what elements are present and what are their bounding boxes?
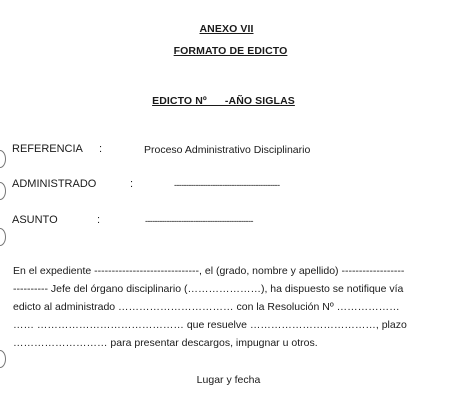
field-label-asunto: ASUNTO: [12, 214, 58, 226]
body-line: edicto al administrado …………………………… con la Resolución Nº ………………: [13, 301, 400, 313]
format-title: FORMATO DE EDICTO: [173, 45, 288, 57]
place-and-date: Lugar y fecha: [196, 374, 261, 386]
body-line: En el expediente ------------------------------, el (grado, nombre y apellido) ------------------: [13, 265, 405, 277]
field-colon-asunto: :: [97, 214, 101, 226]
annex-title: ANEXO VII: [199, 23, 254, 35]
binding-mark-lower: [0, 228, 6, 246]
field-colon-administrado: :: [130, 178, 134, 190]
binding-mark-middle: [0, 182, 6, 200]
body-line: ……………………… para presentar descargos, impugnar u otros.: [13, 337, 318, 349]
body-line: …… …………………………………… que resuelve ………………………………, plazo: [13, 319, 407, 331]
field-colon-referencia: :: [99, 143, 103, 155]
field-value-administrado: --------------------------------------------: [174, 180, 280, 190]
body-line: ---------- Jefe del órgano disciplinario (…………………), ha dispuesto se notifique vía: [13, 283, 404, 295]
field-value-asunto: ---------------------------------------------: [145, 216, 253, 226]
binding-mark-bottom: [0, 350, 6, 368]
edict-title: EDICTO Nº -AÑO SIGLAS: [152, 95, 295, 107]
field-label-administrado: ADMINISTRADO: [12, 178, 97, 190]
binding-mark-top: [0, 150, 6, 168]
field-value-referencia: Proceso Administrativo Disciplinario: [144, 144, 311, 156]
body-paragraph: [13, 262, 453, 352]
field-label-referencia: REFERENCIA: [12, 143, 83, 155]
